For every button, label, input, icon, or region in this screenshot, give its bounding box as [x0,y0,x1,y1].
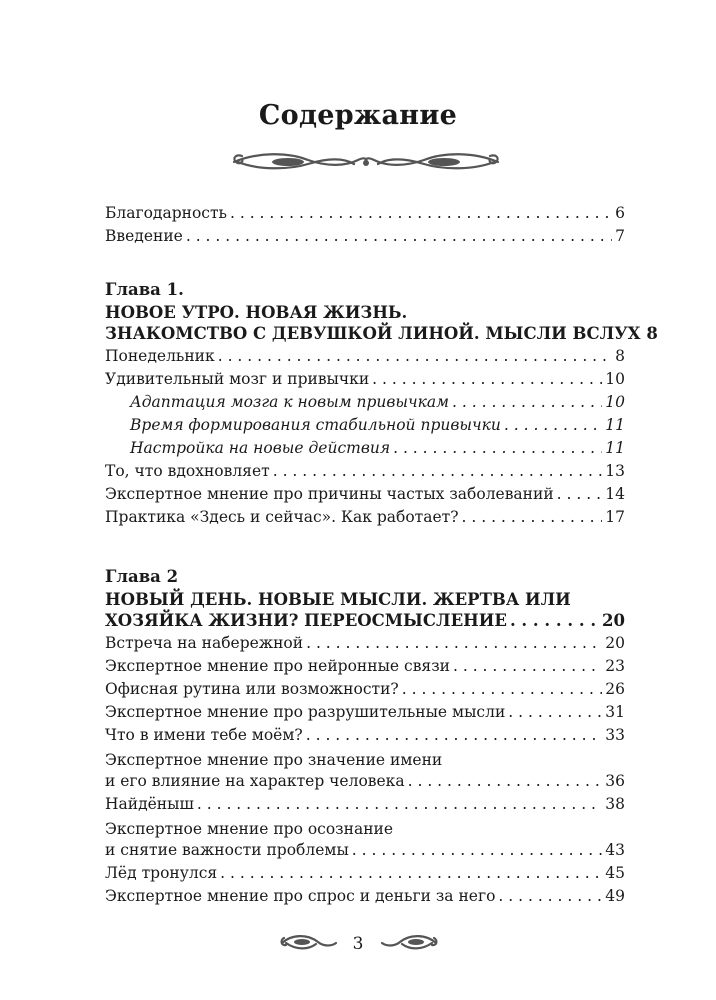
toc-entry-title: Настройка на новые действия [130,439,391,457]
leader-dots [393,439,602,457]
leader-dots [402,680,603,698]
toc-entry-page: 10 [605,393,625,411]
leader-dots [220,864,602,882]
toc-entry[interactable] [105,887,625,910]
toc-entry-page: 31 [605,703,625,721]
leader-dots [230,204,612,222]
toc-entry-title: Практика «Здесь и сейчас». Как работает? [105,508,459,526]
toc-entry-page: 17 [605,508,625,526]
toc-entry[interactable] [105,680,625,703]
toc-entry-title: Экспертное мнение про нейронные связи [105,657,450,675]
toc-entry-page: 8 [646,324,658,343]
leader-dots [408,772,603,790]
toc-entry-page: 11 [605,416,625,434]
toc-entry-page: 49 [605,887,625,905]
toc-entry[interactable] [105,703,625,726]
leader-dots [498,887,602,905]
toc-entry-title: и снятие важности проблемы [105,841,349,859]
toc-entry-title: и его влияние на характер человека [105,772,405,790]
toc-entry-title: Найдёныш [105,795,194,813]
toc-entry-title: Адаптация мозга к новым привычкам [130,393,450,411]
toc-entry[interactable] [105,726,625,749]
chapter-heading: ХОЗЯЙКА ЖИЗНИ? ПЕРЕОСМЫСЛЕНИЕ [105,611,507,630]
toc-entry-page: 26 [605,680,625,698]
toc-entry[interactable] [105,347,625,370]
leader-dots [508,703,602,721]
leader-dots [197,795,602,813]
toc-entry-title: То, что вдохновляет [105,462,270,480]
toc-entry[interactable] [105,634,625,657]
toc-entry[interactable] [105,227,625,250]
table-of-contents [105,204,658,910]
leader-dots [372,370,602,388]
chapter-heading: ЗНАКОМСТВО С ДЕВУШКОЙ ЛИНОЙ. МЫСЛИ ВСЛУХ [105,324,641,343]
toc-subentry[interactable] [105,439,625,462]
toc-entry-title: Что в имени тебе моём? [105,726,303,744]
flourish-ornament-icon [228,148,504,176]
toc-entry[interactable] [105,204,625,227]
toc-entry-title: Встреча на набережной [105,634,304,652]
toc-entry-title-line: Экспертное мнение про значение имени [105,751,443,769]
toc-entry-page: 23 [605,657,625,675]
page-title: Содержание [258,100,458,131]
leader-dots [352,841,602,859]
toc-entry-title-line: Экспертное мнение про осознание [105,820,394,838]
toc-entry[interactable] [105,657,625,680]
toc-subentry[interactable] [105,393,625,416]
toc-entry-title: Благодарность [105,204,227,222]
toc-entry-page: 20 [602,611,625,630]
leader-dots [557,485,603,503]
toc-entry[interactable] [105,485,625,508]
toc-entry-page: 8 [615,347,625,365]
leader-dots [510,611,599,630]
toc-entry-title: Удивительный мозг и привычки [105,370,370,388]
toc-entry[interactable] [105,772,625,795]
toc-entry[interactable] [105,370,625,393]
leader-dots [453,657,602,675]
toc-entry[interactable] [105,508,625,531]
flourish-right-icon [378,932,440,954]
toc-entry-page: 45 [605,864,625,882]
toc-entry-page: 36 [605,772,625,790]
toc-subentry[interactable] [105,416,625,439]
toc-entry-title: Офисная рутина или возможности? [105,680,399,698]
toc-entry-page: 11 [605,439,625,457]
toc-entry-page: 20 [605,634,625,652]
leader-dots [306,634,602,652]
chapter-heading-entry[interactable] [105,611,625,634]
toc-entry[interactable] [105,864,625,887]
toc-entry-page: 33 [605,726,625,744]
toc-entry-title: Экспертное мнение про спрос и деньги за него [105,887,496,905]
chapter-label: Глава 2 [105,567,179,586]
leader-dots [218,347,612,365]
leader-dots [273,462,603,480]
toc-entry-page: 6 [615,204,625,222]
chapter-heading: НОВЫЙ ДЕНЬ. НОВЫЕ МЫСЛИ. ЖЕРТВА ИЛИ [105,590,571,609]
chapter-heading: НОВОЕ УТРО. НОВАЯ ЖИЗНЬ. [105,303,408,322]
leader-dots [306,726,603,744]
toc-entry-title: Понедельник [105,347,215,365]
toc-entry-title: Введение [105,227,183,245]
toc-entry-title: Лёд тронулся [105,864,218,882]
leader-dots [452,393,602,411]
leader-dots [504,416,602,434]
toc-entry-page: 10 [605,370,625,388]
toc-entry-page: 13 [605,462,625,480]
toc-entry[interactable] [105,795,625,818]
toc-entry-title: Экспертное мнение про разрушительные мысли [105,703,506,721]
toc-entry-title: Время формирования стабильной привычки [130,416,501,434]
toc-entry-page: 14 [605,485,625,503]
page-number: 3 [352,934,364,954]
toc-entry-page: 38 [605,795,625,813]
chapter-heading-entry[interactable] [105,324,658,347]
toc-entry-page: 43 [605,841,625,859]
chapter-label: Глава 1. [105,280,184,299]
toc-entry[interactable] [105,462,625,485]
toc-entry[interactable] [105,841,625,864]
leader-dots [186,227,612,245]
toc-entry-title: Экспертное мнение про причины частых заболеваний [105,485,554,503]
toc-entry-page: 7 [615,227,625,245]
leader-dots [462,508,603,526]
